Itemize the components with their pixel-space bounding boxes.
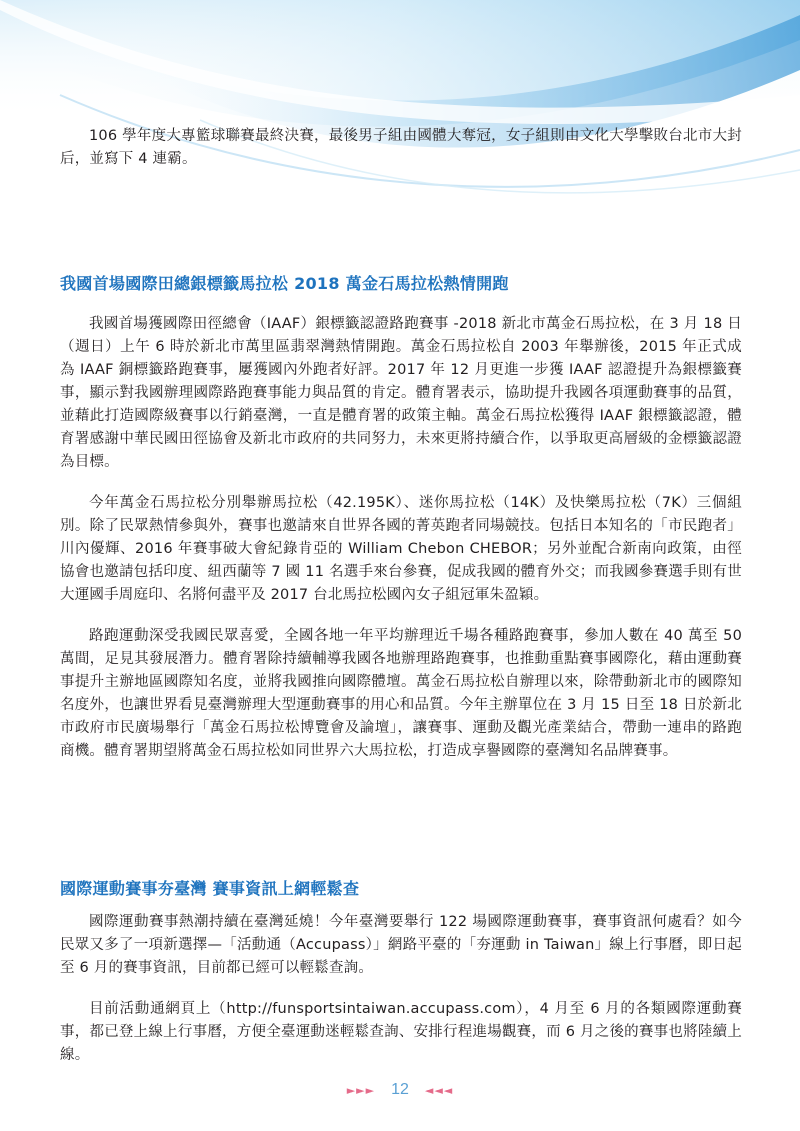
arrow-right-icon: ►►► [346,1083,376,1097]
marathon-paragraph-2: 今年萬金石馬拉松分別舉辦馬拉松（42.195K）、迷你馬拉松（14K）及快樂馬拉松（7K）三個組別。除了民眾熱情參與外，賽事也邀請來自世界各國的菁英跑者同場競技。包括日本知名的「市民跑者」川內優輝、2016 年賽事破大會紀錄肯亞的 William Chebon CHEBOR；另外並配合新南向政策，由徑協會也邀請包括印度、紐西蘭等 7 國 11 名選手來台參賽，促成我國的體育外交；而我國參賽選手則有世大運國手周庭印、名將何盡平及 2017 台北馬拉松國內女子組冠軍朱盈穎。 [60,495,742,603]
marathon-heading: 我國首場國際田總銀標籤馬拉松 2018 萬金石馬拉松熱情開跑 [60,274,509,293]
marathon-paragraph-1: 我國首場獲國際田徑總會（IAAF）銀標籤認證路跑賽事 -2018 新北市萬金石馬拉松，在 3 月 18 日（週日）上午 6 時於新北市萬里區翡翠灣熱情開跑。萬金石馬拉松自 2003 年舉辦後，2015 年正式成為 IAAF 銅標籤路跑賽事，屢獲國內外跑者好評。2017 年 12 月更進一步獲 IAAF 認證提升為銀標籤賽事，顯示對我國辦理國際路跑賽事能力與品質的肯定。體育署表示，協助提升我國各項運動賽事的品質，並藉此打造國際級賽事以行銷臺灣，一直是體育署的政策主軸。萬金石馬拉松獲得 IAAF 銀標籤認證，體育署感謝中華民國田徑協會及新北市政府的共同努力，未來更將持續合作，以爭取更高層級的金標籤認證為目標。 [60,316,742,470]
marathon-section [60,313,742,763]
intro-section [60,125,742,171]
sports-events-paragraph-2: 目前活動通網頁上（http://funsportsintaiwan.accupass.com），4 月至 6 月的各類國際運動賽事，都已登上線上行事曆，方便全臺運動迷輕鬆查詢、安排行程進場觀賽，而 6 月之後的賽事也將陸續上線。 [60,1001,742,1063]
intro-paragraph: 106 學年度大專籃球聯賽最終決賽，最後男子組由國體大奪冠，女子組則由文化大學擊敗台北市大封后，並寫下 4 連霸。 [60,128,742,167]
sports-events-paragraph-1: 國際運動賽事熱潮持續在臺灣延燒！今年臺灣要舉行 122 場國際運動賽事，賽事資訊何處看？如今民眾又多了一項新選擇—「活動通（Accupass）」網路平臺的「夯運動 in Taiwan」線上行事曆，即日起至 6 月的賽事資訊，目前都已經可以輕鬆查詢。 [60,914,742,976]
arrow-left-icon: ◄◄◄ [424,1083,454,1097]
page-number: 12 [391,1081,409,1098]
page-footer [0,1077,800,1103]
sports-events-section [60,911,742,1067]
marathon-paragraph-3: 路跑運動深受我國民眾喜愛，全國各地一年平均辦理近千場各種路跑賽事，參加人數在 40 萬至 50 萬間，足見其發展潛力。體育署除持續輔導我國各地辦理路跑賽事，也推動重點賽事國際化，藉由運動賽事提升主辦地區國際知名度，並將我國推向國際體壇。萬金石馬拉松自辦理以來，除帶動新北市的國際知名度外，也讓世界看見臺灣辦理大型運動賽事的用心和品質。今年主辦單位在 3 月 15 日至 18 日於新北市政府市民廣場舉行「萬金石馬拉松博覽會及論壇」，讓賽事、運動及觀光產業結合，帶動一連串的路跑商機。體育署期望將萬金石馬拉松如同世界六大馬拉松，打造成享譽國際的臺灣知名品牌賽事。 [60,628,742,759]
sports-events-heading: 國際運動賽事夯臺灣 賽事資訊上網輕鬆查 [60,879,360,898]
